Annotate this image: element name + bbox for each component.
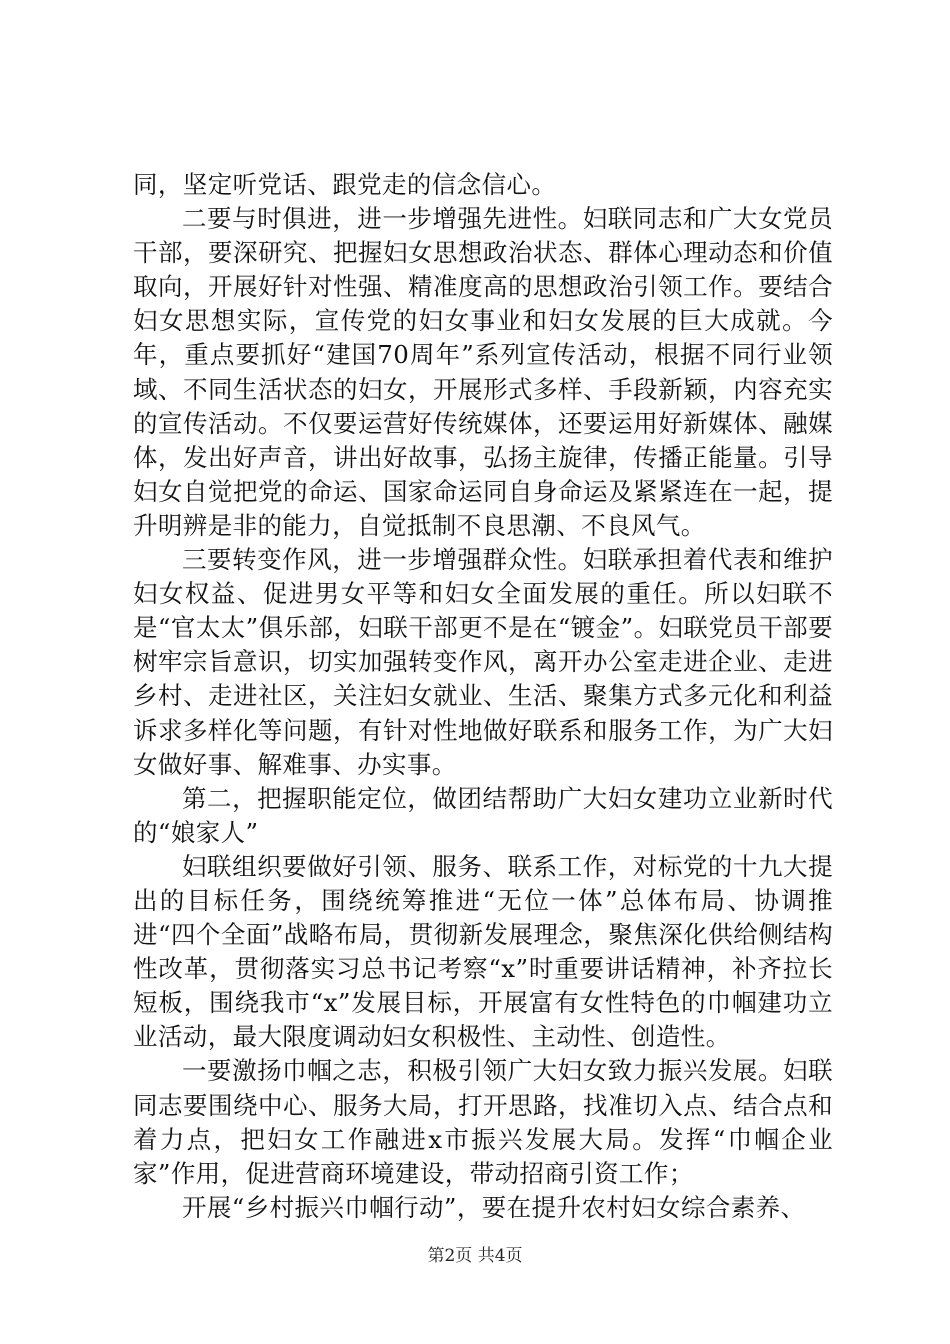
paragraph-3: 三要转变作风，进一步增强群众性。妇联承担着代表和维护妇女权益、促进男女平等和妇女全面发展的重任。所以妇联不是“官太太”俱乐部，妇联干部更不是在“镀金”。妇联党员干部要树牢宗旨意识，切实加强转变作风，离开办公室走进企业、走进乡村、走进社区，关注妇女就业、生活、聚集方式多元化和利益诉求多样化等问题，有针对性地做好联系和服务工作，为广大妇女做好事、解难事、办实事。: [133, 545, 833, 779]
paragraph-6: 开展“乡村振兴巾帼行动”，要在提升农村妇女综合素养、: [182, 1192, 806, 1222]
paragraph-1: 同，坚定听党话、跟党走的信念信心。: [133, 170, 557, 199]
page-number: 第2页 共4页: [427, 1246, 523, 1266]
paragraph-5: 一要激扬巾帼之志，积极引领广大妇女致力振兴发展。妇联同志要围绕中心、服务大局，打开思路，找准切入点、结合点和着力点，把妇女工作融进x市振兴发展大局。发挥“巾帼企业家”作用，促进营商环境建设，带动招商引资工作；: [133, 1056, 833, 1188]
paragraph-2: 二要与时俱进，进一步增强先进性。妇联同志和广大女党员干部，要深研究、把握妇女思想政治状态、群体心理动态和价值取向，开展好针对性强、精准度高的思想政治引领工作。要结合妇女思想实际，宣传党的妇女事业和妇女发展的巨大成就。今年，重点要抓好“建国70周年”系列宣传活动，根据不同行业领域、不同生活状态的妇女，开展形式多样、手段新颖，内容充实的宣传活动。不仅要运营好传统媒体，还要运用好新媒体、融媒体，发出好声音，讲出好故事，弘扬主旋律，传播正能量。引导妇女自觉把党的命运、国家命运同自身命运及紧紧连在一起，提升明辨是非的能力，自觉抵制不良思潮、不良风气。: [133, 204, 833, 540]
section-heading-2: 第二，把握职能定位，做团结帮助广大妇女建功立业新时代的“娘家人”: [133, 783, 833, 847]
paragraph-4: 妇联组织要做好引领、服务、联系工作，对标党的十九大提出的目标任务，围绕统筹推进“无位一体”总体布局、协调推进“四个全面”战略布局，贯彻新发展理念，聚焦深化供给侧结构性改革，贯彻落实习总书记考察“x”时重要讲话精神，补齐拉长短板，围绕我市“x”发展目标，开展富有女性特色的巾帼建功立业活动，最大限度调动妇女积极性、主动性、创造性。: [133, 851, 833, 1052]
document-body: [133, 168, 833, 1225]
